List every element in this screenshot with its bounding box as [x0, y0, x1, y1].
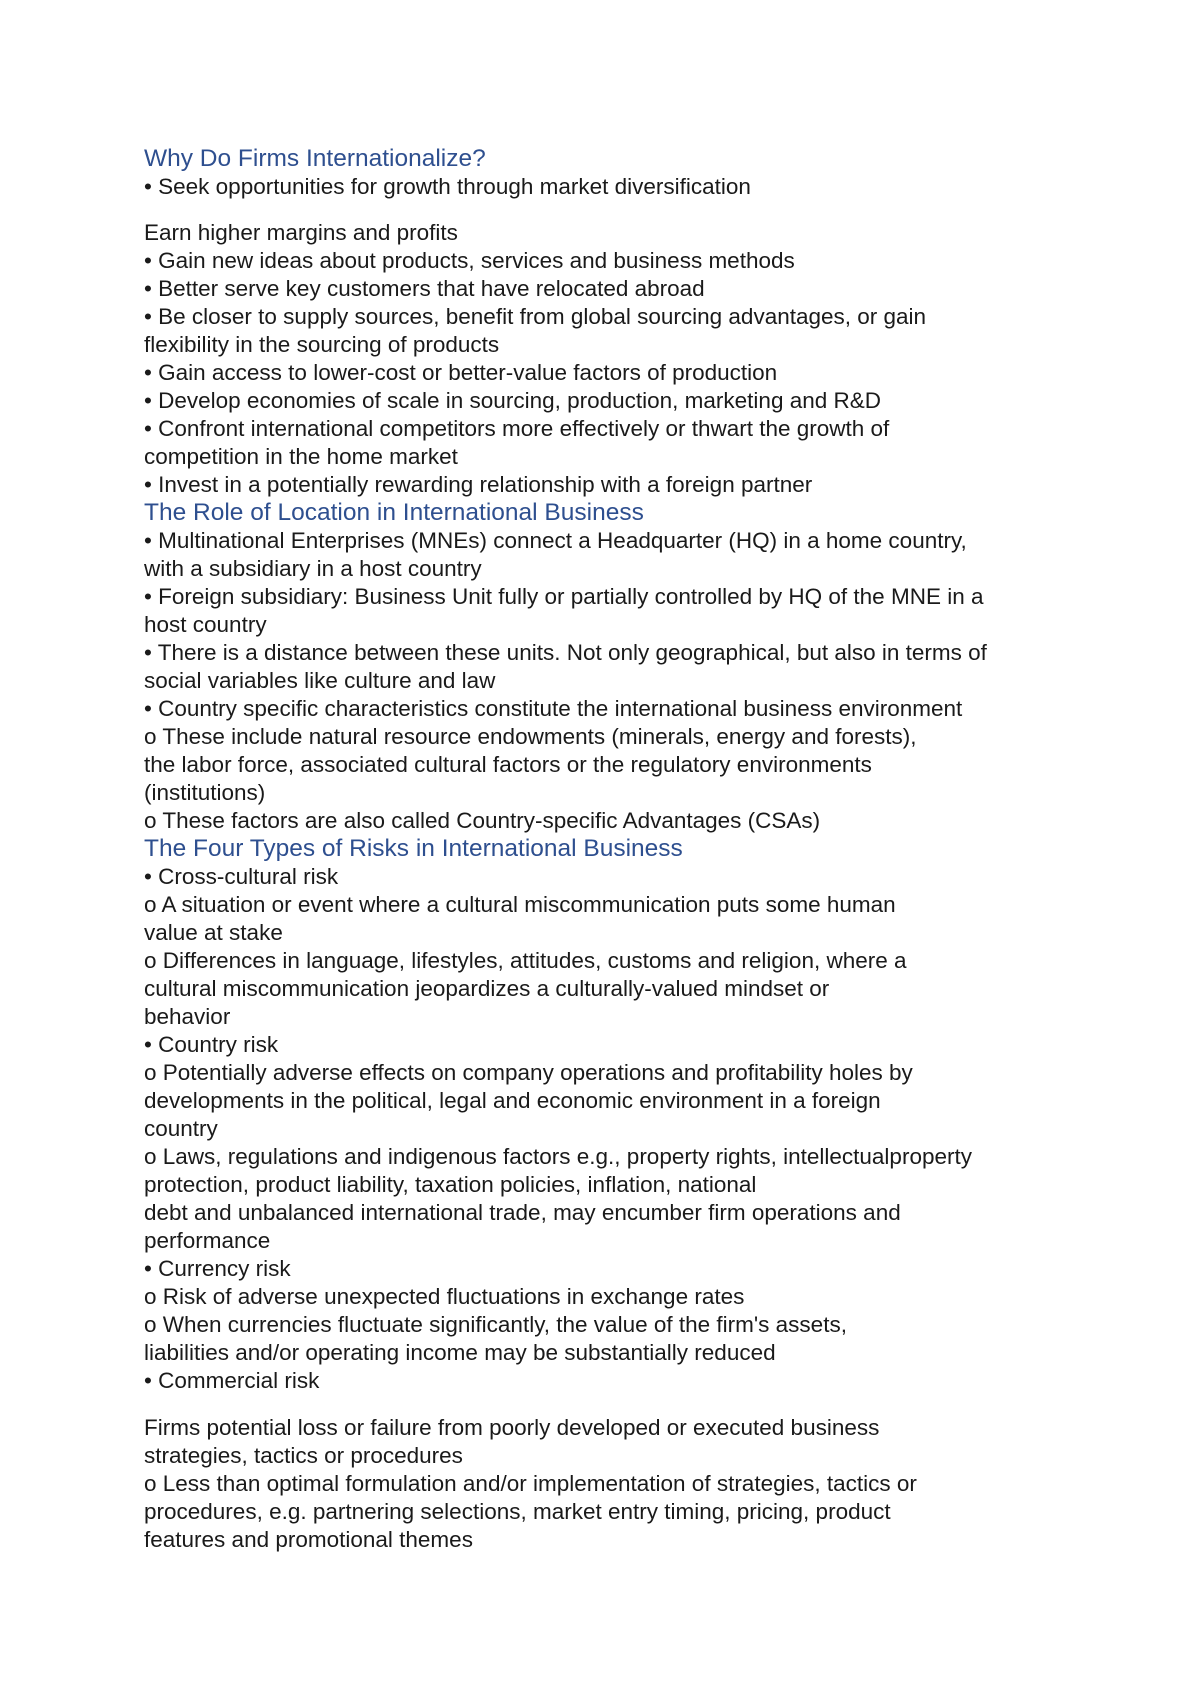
text-line: • Country specific characteristics constitute the international business environment [144, 696, 963, 721]
text-line: o Potentially adverse effects on company operations and profitability holes by [144, 1060, 913, 1085]
text-line: country [144, 1116, 218, 1141]
document-body [144, 145, 1084, 1554]
paragraph-block [144, 1414, 1084, 1554]
text-line: • Commercial risk [144, 1368, 320, 1393]
text-line: • Country risk [144, 1032, 279, 1057]
paragraph-block [144, 173, 1084, 201]
text-line: • Gain access to lower-cost or better-value factors of production [144, 360, 778, 385]
text-line: debt and unbalanced international trade, may encumber firm operations and [144, 1200, 901, 1225]
text-line: • Foreign subsidiary: Business Unit fully or partially controlled by HQ of the MNE in a [144, 584, 984, 609]
text-line: cultural miscommunication jeopardizes a culturally-valued mindset or [144, 976, 830, 1001]
text-line: • Multinational Enterprises (MNEs) connect a Headquarter (HQ) in a home country, [144, 528, 967, 553]
paragraph-block [144, 219, 1084, 499]
text-line: strategies, tactics or procedures [144, 1443, 463, 1468]
section-four-types-of-risks [144, 835, 1084, 1554]
paragraph-spacer [144, 201, 1084, 219]
text-line: o Less than optimal formulation and/or implementation of strategies, tactics or [144, 1471, 917, 1496]
text-line: o When currencies fluctuate significantly, the value of the firm's assets, [144, 1312, 847, 1337]
text-line: behavior [144, 1004, 231, 1029]
text-line: o A situation or event where a cultural miscommunication puts some human [144, 892, 896, 917]
text-line: • Seek opportunities for growth through market diversification [144, 174, 751, 199]
text-line: developments in the political, legal and economic environment in a foreign [144, 1088, 881, 1113]
text-line: competition in the home market [144, 444, 458, 469]
text-line: Earn higher margins and profits [144, 220, 458, 245]
section-role-of-location [144, 499, 1084, 835]
text-line: liabilities and/or operating income may be substantially reduced [144, 1340, 776, 1365]
text-line: procedures, e.g. partnering selections, market entry timing, pricing, product [144, 1499, 891, 1524]
text-line: o Laws, regulations and indigenous factors e.g., property rights, intellectualproperty [144, 1144, 972, 1169]
text-line: • Invest in a potentially rewarding relationship with a foreign partner [144, 472, 813, 497]
text-line: o These factors are also called Country-specific Advantages (CSAs) [144, 808, 821, 833]
paragraph-block [144, 863, 1084, 1395]
section-heading: The Four Types of Risks in International Business [144, 835, 683, 862]
text-line: value at stake [144, 920, 283, 945]
section-heading: The Role of Location in International Business [144, 499, 644, 526]
text-line: host country [144, 612, 267, 637]
text-line: flexibility in the sourcing of products [144, 332, 500, 357]
text-line: • Confront international competitors more effectively or thwart the growth of [144, 416, 890, 441]
text-line: social variables like culture and law [144, 668, 496, 693]
text-line: • Better serve key customers that have relocated abroad [144, 276, 705, 301]
text-line: o Risk of adverse unexpected fluctuations in exchange rates [144, 1284, 745, 1309]
text-line: protection, product liability, taxation policies, inflation, national [144, 1172, 757, 1197]
paragraph-spacer [144, 1395, 1084, 1414]
paragraph-block [144, 527, 1084, 835]
text-line: • Gain new ideas about products, services and business methods [144, 248, 795, 273]
text-line: the labor force, associated cultural factors or the regulatory environments [144, 752, 872, 777]
text-line: with a subsidiary in a host country [144, 556, 482, 581]
text-line: • Cross-cultural risk [144, 864, 339, 889]
text-line: o These include natural resource endowments (minerals, energy and forests), [144, 724, 917, 749]
text-line: features and promotional themes [144, 1527, 473, 1552]
text-line: o Differences in language, lifestyles, attitudes, customs and religion, where a [144, 948, 907, 973]
text-line: (institutions) [144, 780, 266, 805]
section-heading: Why Do Firms Internationalize? [144, 145, 486, 172]
text-line: • Be closer to supply sources, benefit from global sourcing advantages, or gain [144, 304, 927, 329]
text-line: performance [144, 1228, 271, 1253]
text-line: • Currency risk [144, 1256, 291, 1281]
text-line: • Develop economies of scale in sourcing, production, marketing and R&D [144, 388, 882, 413]
text-line: • There is a distance between these units. Not only geographical, but also in terms of [144, 640, 987, 665]
text-line: Firms potential loss or failure from poorly developed or executed business [144, 1415, 880, 1440]
section-why-internationalize [144, 145, 1084, 499]
